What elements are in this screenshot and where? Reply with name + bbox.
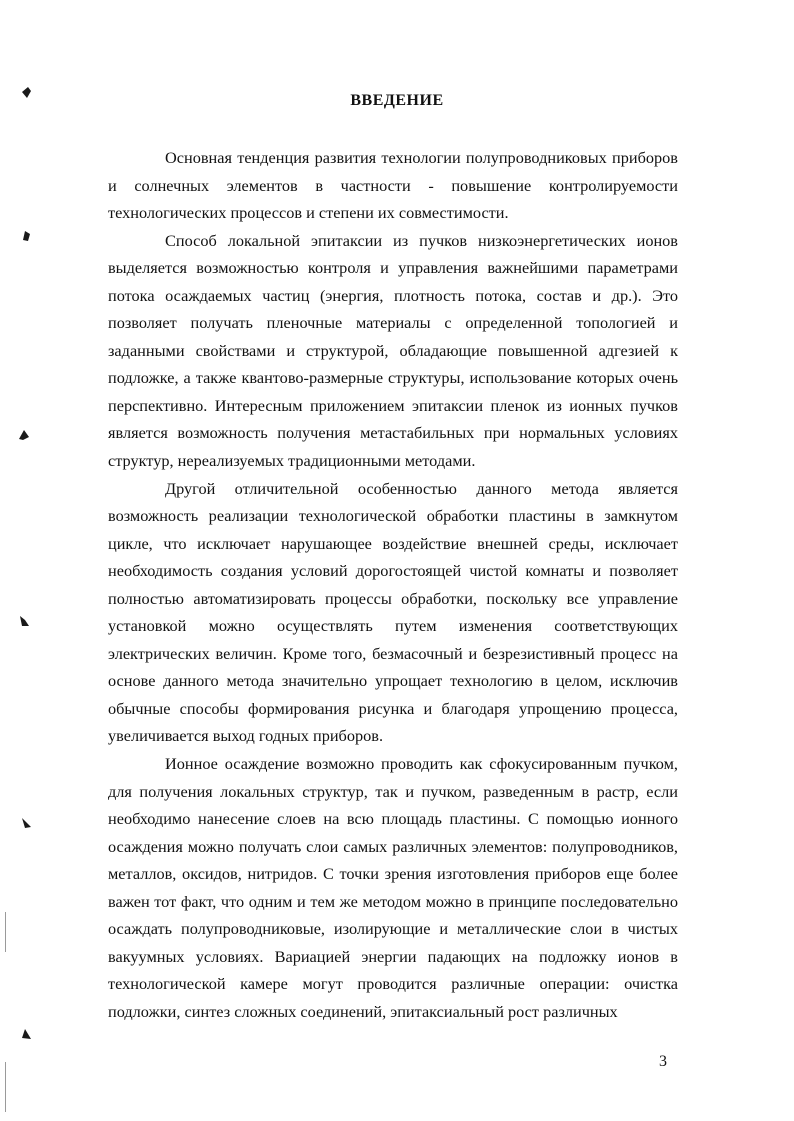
binding-hole-icon [17,614,31,628]
binding-hole-icon [17,428,31,442]
paragraph: Способ локальной эпитаксии из пучков низкоэнергетических ионов выделяется возможностью контроля и управления важнейшими параметрами потока осаждаемых частиц (энергия, плотность потока, состав и др.). Это позволяет получать пленочные материалы с определенной топологией и заданными свойствами и структурой, обладающие повышенной адгезией к подложке, а также квантово-размерные структуры, использование которых очень перспективно. Интересным приложением эпитаксии пленок из ионных пучков является возможность получения метастабильных при нормальных условиях структур, нереализуемых традиционными методами. [108,230,678,471]
paragraph: Основная тенденция развития технологии полупроводниковых приборов и солнечных элементов в частности - повышение контролируемости технологических процессов и степени их совместимости. [108,148,678,223]
scan-edge-mark [5,1062,6,1112]
page-number: 3 [659,1053,667,1070]
paragraph: Другой отличительной особенностью данного метода является возможность реализации технологической обработки пластины в замкнутом цикле, что исключает нарушающее воздействие внешней среды, исключает необходимость создания условий дорогостоящей чистой комнаты и позволяет полностью автоматизировать процессы обработки, поскольку все управление установкой можно осуществлять путем изменения соответствующих электрических величин. Кроме того, безмасочный и безрезистивный процесс на основе данного метода значительно упрощает технологию в целом, исключив обычные способы формирования рисунка и благодаря упрощению процесса, увеличивается выход годных приборов. [108,478,678,746]
binding-hole-icon [19,228,33,242]
paragraph: Ионное осаждение возможно проводить как сфокусированным пучком, для получения локальных структур, так и пучком, разведенным в растр, если необходимо нанесение слоев на всю площадь пластины. С помощью ионного осаждения можно получать слои самых различных элементов: полупроводников, металлов, оксидов, нитридов. С точки зрения изготовления приборов еще более важен тот факт, что одним и тем же методом можно в принципе последовательно осаждать полупроводниковые, изолирующие и металлические слои в чистых вакуумных условиях. Вариацией энергии падающих на подложку ионов в технологической камере могут проводится различные операции: очистка подложки, синтез сложных соединений, эпитаксиальный рост различных [108,754,678,1021]
body-text [108,144,678,1026]
binding-hole-icon [19,1026,33,1040]
scan-edge-mark [5,912,6,952]
binding-hole-icon [19,816,33,830]
section-title: ВВЕДЕНИЕ [350,92,444,109]
